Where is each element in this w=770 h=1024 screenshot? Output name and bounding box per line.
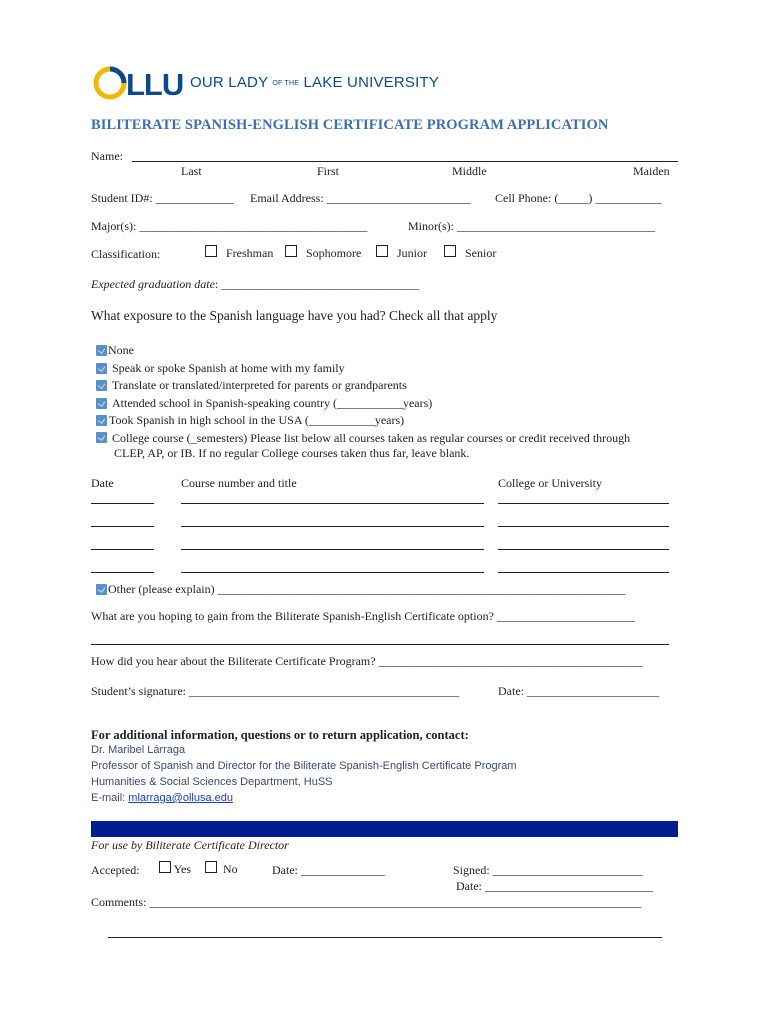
major-field[interactable]: Major(s): ______________________________________ xyxy=(91,219,368,233)
exposure-option-attended-school: Attended school in Spanish-speaking country (___________years) xyxy=(112,396,433,410)
accepted-yes-option[interactable]: Yes xyxy=(159,861,191,877)
contact-department: Humanities & Social Sciences Department, HuSS xyxy=(91,776,333,788)
checkbox-icon[interactable] xyxy=(444,245,456,257)
checkbox-icon[interactable] xyxy=(96,584,107,595)
contact-heading: For additional information, questions or to return application, contact: xyxy=(91,728,469,742)
email-link[interactable]: mlarraga@ollusa.edu xyxy=(128,792,234,804)
junior-option[interactable]: Junior xyxy=(376,245,427,261)
exposure-option-college-cont: CLEP, AP, or IB. If no regular College courses taken thus far, leave blank. xyxy=(114,446,470,460)
director-date-field[interactable]: Date: ______________ xyxy=(272,863,385,877)
contact-name: Dr. Maribel Lárraga xyxy=(91,744,186,756)
contact-email-row: E-mail: mlarraga@ollusa.edu xyxy=(91,792,234,804)
accepted-label: Accepted: xyxy=(91,863,140,877)
university-name: OUR LADY OF THE LAKE UNIVERSITY xyxy=(190,74,440,91)
checkbox-icon[interactable] xyxy=(159,861,171,873)
name-label: Name: xyxy=(91,149,123,163)
col-header-college: College or University xyxy=(498,476,602,490)
director-signed-field[interactable]: Signed: _________________________ xyxy=(453,863,643,877)
name-sub-last: Last xyxy=(181,164,202,178)
director-signed-date-field[interactable]: Date: ____________________________ xyxy=(456,879,653,893)
exposure-option-none: None xyxy=(108,343,134,357)
name-sub-first: First xyxy=(317,164,340,178)
gain-answer-line[interactable] xyxy=(91,644,669,645)
course-college-line[interactable] xyxy=(498,526,669,527)
section-divider-bar xyxy=(91,821,678,837)
exposure-option-home: Speak or spoke Spanish at home with my family xyxy=(112,361,345,375)
course-college-line[interactable] xyxy=(498,549,669,550)
gain-question[interactable]: What are you hoping to gain from the Biliterate Spanish-English Certificate option? _______________________ xyxy=(91,609,635,623)
name-sub-maiden: Maiden xyxy=(633,164,670,178)
course-date-line[interactable] xyxy=(91,549,154,550)
freshman-option[interactable]: Freshman xyxy=(205,245,273,261)
checkbox-icon[interactable] xyxy=(285,245,297,257)
graduation-date-field[interactable]: Expected graduation date: _________________________________ xyxy=(91,277,420,291)
col-header-course: Course number and title xyxy=(181,476,297,490)
email-field[interactable]: Email Address: ________________________ xyxy=(250,191,471,205)
contact-title: Professor of Spanish and Director for the Biliterate Spanish-English Certificate Program xyxy=(91,760,517,772)
senior-option[interactable]: Senior xyxy=(444,245,496,261)
svg-text:LLU: LLU xyxy=(126,67,184,102)
university-logo xyxy=(92,64,184,102)
other-field[interactable]: Other (please explain) ____________________________________________________________________ xyxy=(108,582,626,596)
name-field-line[interactable] xyxy=(132,161,678,162)
minor-field[interactable]: Minor(s): _________________________________ xyxy=(408,219,655,233)
signature-field[interactable]: Student’s signature: _____________________________________________ xyxy=(91,684,459,698)
sophomore-option[interactable]: Sophomore xyxy=(285,245,361,261)
checkbox-icon[interactable] xyxy=(205,245,217,257)
director-heading: For use by Biliterate Certificate Director xyxy=(91,838,289,852)
checkbox-icon[interactable] xyxy=(96,363,107,374)
accepted-no-option[interactable]: No xyxy=(205,861,238,877)
checkbox-icon[interactable] xyxy=(205,861,217,873)
hear-question[interactable]: How did you hear about the Biliterate Certificate Program? ____________________________________________ xyxy=(91,654,643,668)
checkbox-icon[interactable] xyxy=(96,398,107,409)
exposure-option-translate: Translate or translated/interpreted for parents or grandparents xyxy=(112,378,407,392)
signature-date-field[interactable]: Date: ______________________ xyxy=(498,684,659,698)
student-id-field[interactable]: Student ID#: _____________ xyxy=(91,191,234,205)
comments-field[interactable]: Comments: __________________________________________________________________________________ xyxy=(91,895,642,909)
course-title-line[interactable] xyxy=(181,503,484,504)
course-title-line[interactable] xyxy=(181,549,484,550)
exposure-question: What exposure to the Spanish language have you had? Check all that apply xyxy=(91,308,498,323)
course-college-line[interactable] xyxy=(498,503,669,504)
col-header-date: Date xyxy=(91,476,114,490)
exposure-option-college: College course (_semesters) Please list below all courses taken as regular courses or credit received through xyxy=(112,431,631,445)
checkbox-icon[interactable] xyxy=(96,345,107,356)
checkbox-icon[interactable] xyxy=(96,415,107,426)
course-title-line[interactable] xyxy=(181,572,484,573)
name-sub-middle: Middle xyxy=(452,164,487,178)
cell-phone-field[interactable]: Cell Phone: (_____) ___________ xyxy=(495,191,662,205)
checkbox-icon[interactable] xyxy=(376,245,388,257)
checkbox-icon[interactable] xyxy=(96,380,107,391)
course-college-line[interactable] xyxy=(498,572,669,573)
exposure-option-high-school: Took Spanish in high school in the USA (___________years) xyxy=(109,413,405,427)
course-title-line[interactable] xyxy=(181,526,484,527)
course-date-line[interactable] xyxy=(91,572,154,573)
course-date-line[interactable] xyxy=(91,526,154,527)
form-title: BILITERATE SPANISH-ENGLISH CERTIFICATE PROGRAM APPLICATION xyxy=(91,117,609,133)
checkbox-icon[interactable] xyxy=(96,432,107,443)
comments-extra-line[interactable] xyxy=(108,937,662,938)
course-date-line[interactable] xyxy=(91,503,154,504)
classification-label: Classification: xyxy=(91,247,161,261)
